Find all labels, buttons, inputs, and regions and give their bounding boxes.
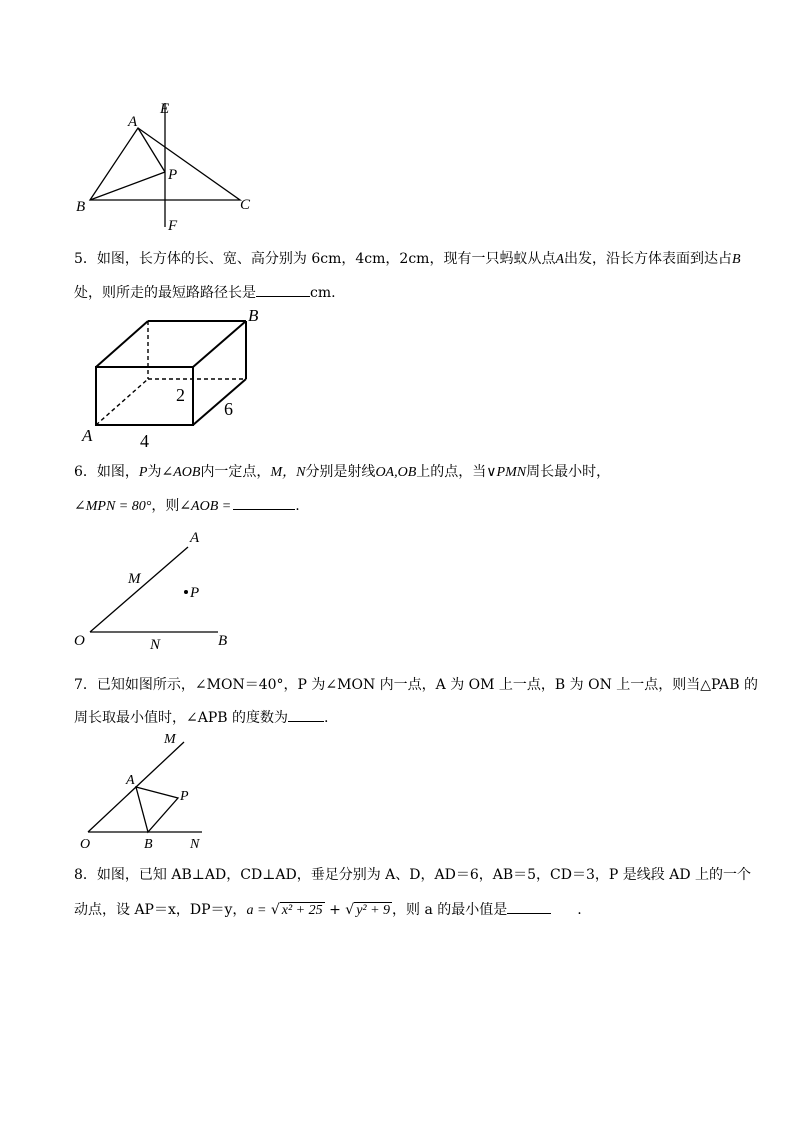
question-text: 分别是射线 (305, 464, 376, 480)
question-text: . (324, 710, 329, 726)
hidden-edge (96, 379, 148, 425)
formula-radical-2: y² + 9 (356, 903, 391, 918)
label-o: O (74, 633, 85, 649)
question-text: 动点，设 AP＝x，DP＝y， (74, 902, 247, 918)
answer-blank[interactable] (288, 708, 324, 722)
question-text: ．已知如图所示，∠MON＝40°，P 为∠MON 内一点，A 为 OM 上一点，B 为 ON 上一点，则当△PAB 的 (82, 677, 759, 693)
answer-blank[interactable] (507, 900, 551, 914)
question-text: ，则 (151, 498, 180, 514)
point-b: B (732, 252, 741, 267)
question-5-line-2 (74, 283, 741, 302)
figure-q5-cuboid (78, 305, 278, 455)
label-width: 6 (224, 399, 233, 419)
question-6 (74, 463, 610, 516)
label-n: N (150, 637, 161, 653)
label-length: 4 (140, 431, 149, 451)
triangle-pmn: ∨PMN (486, 465, 527, 480)
label-e: E (160, 101, 170, 117)
label-a: A (128, 114, 138, 130)
label-o: O (80, 837, 91, 852)
label-a: A (126, 773, 135, 788)
sqrt-sign-icon: √ (270, 902, 280, 918)
label-b: B (218, 633, 228, 649)
point-p: P (138, 465, 148, 480)
label-c: C (240, 197, 251, 213)
answer-blank[interactable] (233, 496, 295, 510)
label-p: P (168, 167, 178, 183)
label-b: B (248, 306, 259, 325)
edge (96, 321, 148, 367)
question-text: 内一定点， (200, 464, 271, 480)
label-n: N (190, 837, 200, 852)
angle-aob: ∠AOB = (179, 499, 232, 514)
answer-blank[interactable] (256, 283, 310, 297)
question-text: . (577, 902, 582, 918)
label-b: B (76, 199, 86, 215)
question-text: ．如图， (82, 464, 139, 480)
point-p-dot (184, 590, 188, 594)
question-text: 处，则所走的最短路路径长是 (74, 285, 256, 301)
question-text: 周长取最小值时，∠APB 的度数为 (74, 710, 288, 726)
question-7 (74, 676, 758, 727)
question-text: ，则 a 的最小值是 (392, 902, 508, 918)
question-text: 周长最小时， (526, 464, 611, 480)
label-f: F (168, 218, 178, 234)
question-8-line-2 (74, 900, 751, 920)
point-a: A (555, 252, 565, 267)
question-number: 7 (74, 677, 83, 693)
angle-aob: ∠AOB (161, 465, 201, 480)
label-a: A (82, 426, 93, 445)
question-text: . (295, 498, 300, 514)
formula-lhs: a = (246, 903, 267, 918)
edge (193, 379, 246, 425)
label-height: 2 (176, 385, 185, 405)
sqrt-sign-icon: √ (345, 902, 355, 918)
label-b: B (144, 837, 153, 852)
question-8-line-1 (74, 866, 751, 884)
question-5 (74, 250, 741, 302)
points-mn: M，N (270, 465, 306, 480)
formula-plus: + (329, 902, 341, 918)
question-text: cm. (310, 285, 336, 301)
ray-oa (90, 547, 188, 632)
triangle-pab (136, 787, 178, 832)
segment-bp (90, 172, 165, 200)
question-text: ．如图，已知 AB⊥AD，CD⊥AD，垂足分别为 A、D，AD＝6，AB＝5，CD＝3，P 是线段 AD 上的一个 (82, 867, 751, 883)
edge (193, 321, 246, 367)
label-p: P (190, 585, 200, 601)
question-number: 5 (74, 251, 83, 267)
figure-q7-angle (72, 728, 222, 853)
question-6-line-1 (74, 463, 610, 482)
label-p: P (180, 789, 189, 804)
question-7-line-2 (74, 708, 758, 727)
segment-ap (138, 128, 165, 172)
rays-oa-ob: OA,OB (375, 465, 417, 480)
label-m: M (128, 571, 141, 587)
question-text: ．如图，长方体的长、宽、高分别为 6cm，4cm，2cm，现有一只蚂蚁从点 (82, 251, 556, 267)
question-number: 8 (74, 867, 83, 883)
question-7-line-1 (74, 676, 758, 694)
figure-q6-angle (70, 525, 250, 655)
question-5-line-1 (74, 250, 741, 269)
question-text: 为 (147, 464, 162, 480)
question-text: 上的点，当 (416, 464, 487, 480)
figure-q4-triangle (60, 95, 280, 235)
label-a: A (190, 530, 200, 546)
question-number: 6 (74, 464, 83, 480)
question-8 (74, 866, 751, 920)
angle-mpn: ∠MPN = 80° (74, 499, 152, 514)
formula-radical-1: x² + 25 (281, 903, 323, 918)
label-m: M (164, 732, 176, 747)
question-6-line-2 (74, 496, 610, 516)
question-text: 出发，沿长方体表面到达占 (564, 251, 733, 267)
